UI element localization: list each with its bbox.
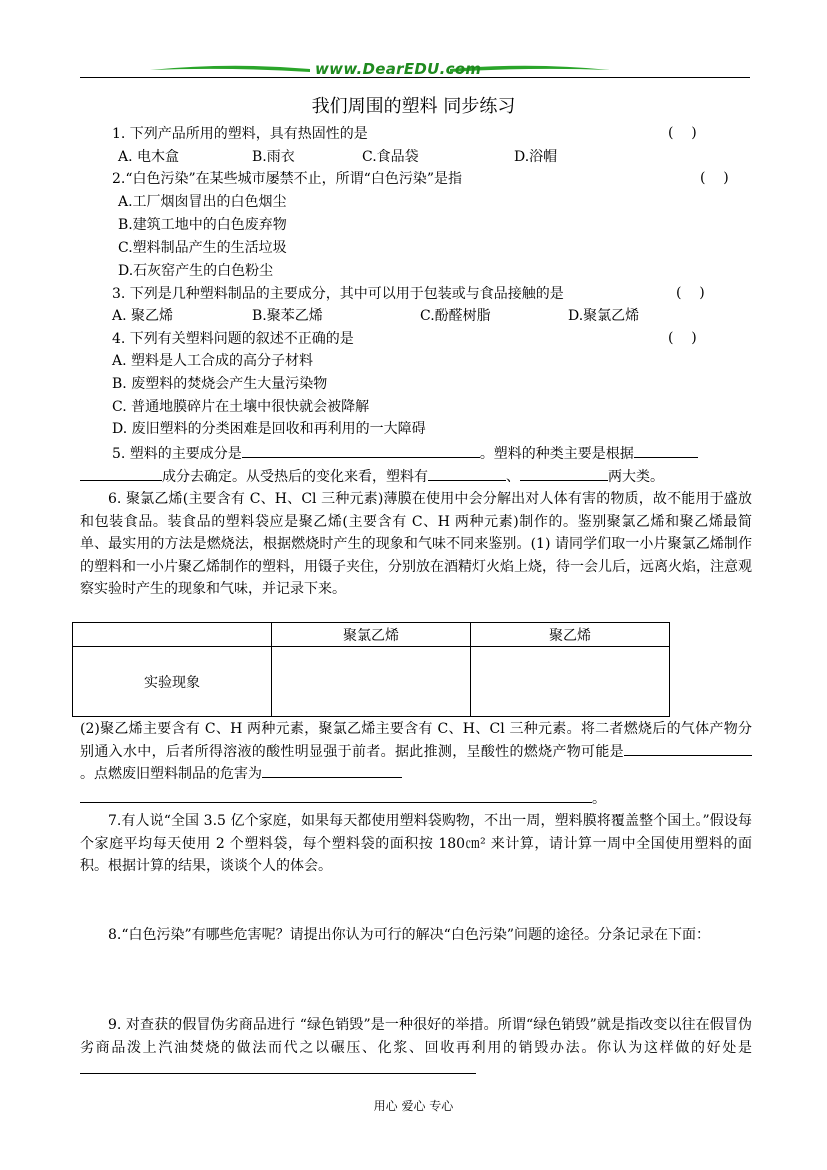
q1-option-b: B.雨衣 <box>252 149 295 165</box>
q6-part2 <box>80 718 752 786</box>
q5-blank-basis[interactable] <box>634 443 698 458</box>
q6-blank-hazard[interactable] <box>262 763 402 778</box>
q4-option-c: C. 普通地膜碎片在土壤中很快就会被降解 <box>112 399 370 415</box>
q1-stem: 1. 下列产品所用的塑料，具有热固性的是 <box>112 126 368 142</box>
q5-text-1: 5. 塑料的主要成分是 <box>112 446 242 462</box>
q5-text-4: 两大类。 <box>608 469 664 485</box>
q6-paragraph: 6. 聚氯乙烯(主要含有 C、H、Cl 三种元素)薄膜在使用中会分解出对人体有害的物质，故不能用于盛放和包装食品。装食品的塑料袋应是聚乙烯(主要含有 C、H 两种元素)制作的。鉴别聚氯乙烯和聚乙烯最简单、最实用的方法是燃烧法，根据燃烧时产生的现象和气味不同来鉴别。(1) 请同学们取一小片聚氯乙烯制作的塑料和一小片聚乙烯制作的塑料，用镊子夹住，分别放在酒精灯火焰上烧，待一会儿后，远离火焰，注意观察实验时产生的现象和气味，并记录下来。 <box>80 491 752 598</box>
page-title: 我们周围的塑料 同步练习 <box>311 96 516 117</box>
q6-part2-line-3 <box>80 788 606 808</box>
q6-part2-text-a: (2)聚乙烯主要含有 C、H 两种元素，聚氯乙烯主要含有 C、H、Cl 三种元素。将二者燃烧后的气体产物分别通入水中，后者所得溶液的酸性明显强于前者。据此推测，呈酸性的燃烧产物可能是 <box>80 721 752 760</box>
q5-blank-type-2[interactable] <box>520 466 608 481</box>
q9-text: 9. 对查获的假冒伪劣商品进行 “绿色销毁”是一种很好的举措。所谓“绿色销毁”就是指改变以往在假冒伪劣商品泼上汽油焚烧的做法而代之以碾压、化浆、回收再利用的销毁办法。你认为这样做的好处是 <box>80 1017 752 1056</box>
q4-option-d: D. 废旧塑料的分类困难是回收和再利用的一大障碍 <box>112 421 426 437</box>
q6-part2-end: 。 <box>592 791 606 807</box>
q2-option-d: D.石灰窑产生的白色粉尘 <box>118 263 274 279</box>
q5-text-2: 。塑料的种类主要是根据 <box>479 446 634 462</box>
q2-option-a: A.工厂烟囱冒出的白色烟尘 <box>118 194 287 210</box>
table-row-label: 实验现象 <box>73 647 272 717</box>
q1-option-a: A. 电木盒 <box>118 149 180 165</box>
q2-answer-bracket[interactable]: ( ) <box>700 170 729 186</box>
q5-line-2 <box>80 466 664 486</box>
q1-answer-bracket[interactable]: ( ) <box>668 125 697 141</box>
q5-sep: 、 <box>506 469 520 485</box>
q5-line-1 <box>112 443 698 463</box>
q6-experiment-table <box>72 622 670 717</box>
q9-paragraph <box>80 1014 752 1082</box>
table-cell-pvc-observation[interactable] <box>272 647 471 717</box>
q2-stem: 2.“白色污染”在某些城市屡禁不止，所谓“白色污染”是指 <box>112 171 462 187</box>
q2-option-c: C.塑料制品产生的生活垃圾 <box>118 240 287 256</box>
page-footer: 用心 爱心 专心 <box>373 1099 454 1113</box>
q9-blank-benefit[interactable] <box>80 1059 476 1074</box>
site-logo-text: www.DearEDU.com <box>315 60 482 78</box>
q4-option-a: A. 塑料是人工合成的高分子材料 <box>112 353 314 369</box>
table-header-pe: 聚乙烯 <box>471 623 670 647</box>
q5-blank-main-component[interactable] <box>242 443 480 458</box>
q3-stem: 3. 下列是几种塑料制品的主要成分，其中可以用于包装或与食品接触的是 <box>112 286 564 302</box>
q3-answer-bracket[interactable]: ( ) <box>676 285 705 301</box>
q2-option-b: B.建筑工地中的白色废弃物 <box>118 217 287 233</box>
q3-option-b: B.聚苯乙烯 <box>252 308 323 324</box>
q1-option-d: D.浴帽 <box>514 149 558 165</box>
q5-blank-basis-cont[interactable] <box>80 466 162 481</box>
q5-blank-type-1[interactable] <box>428 466 506 481</box>
table-corner-cell <box>73 623 272 647</box>
table-cell-pe-observation[interactable] <box>471 647 670 717</box>
header-rule <box>80 77 750 78</box>
q4-answer-bracket[interactable]: ( ) <box>668 330 697 346</box>
q3-option-a: A. 聚乙烯 <box>112 308 174 324</box>
q6-part2-text-b: 。点燃废旧塑料制品的危害为 <box>80 766 262 783</box>
q3-option-d: D.聚氯乙烯 <box>568 308 640 324</box>
q4-stem: 4. 下列有关塑料问题的叙述不正确的是 <box>112 331 354 347</box>
q1-option-c: C.食品袋 <box>362 149 419 165</box>
q6-blank-hazard-cont[interactable] <box>80 788 592 803</box>
table-header-pvc: 聚氯乙烯 <box>272 623 471 647</box>
q7-paragraph: 7.有人说“全国 3.5 亿个家庭，如果每天都使用塑料袋购物，不出一周，塑料膜将覆盖整个国土。”假设每个家庭平均每天使用 2 个塑料袋，每个塑料袋的面积按 180㎝² 来计算，请计算一周中全国使用塑料的面积。根据计算的结果，谈谈个人的体会。 <box>80 813 752 875</box>
q3-option-c: C.酚醛树脂 <box>420 308 491 324</box>
q6-blank-acidic-product[interactable] <box>624 741 752 756</box>
q8-paragraph: 8.“白色污染”有哪些危害呢？请提出你认为可行的解决“白色污染”问题的途径。分条记录在下面： <box>108 927 710 943</box>
q5-text-3: 成分去确定。从受热后的变化来看，塑料有 <box>162 469 428 485</box>
q4-option-b: B. 废塑料的焚烧会产生大量污染物 <box>112 376 328 392</box>
